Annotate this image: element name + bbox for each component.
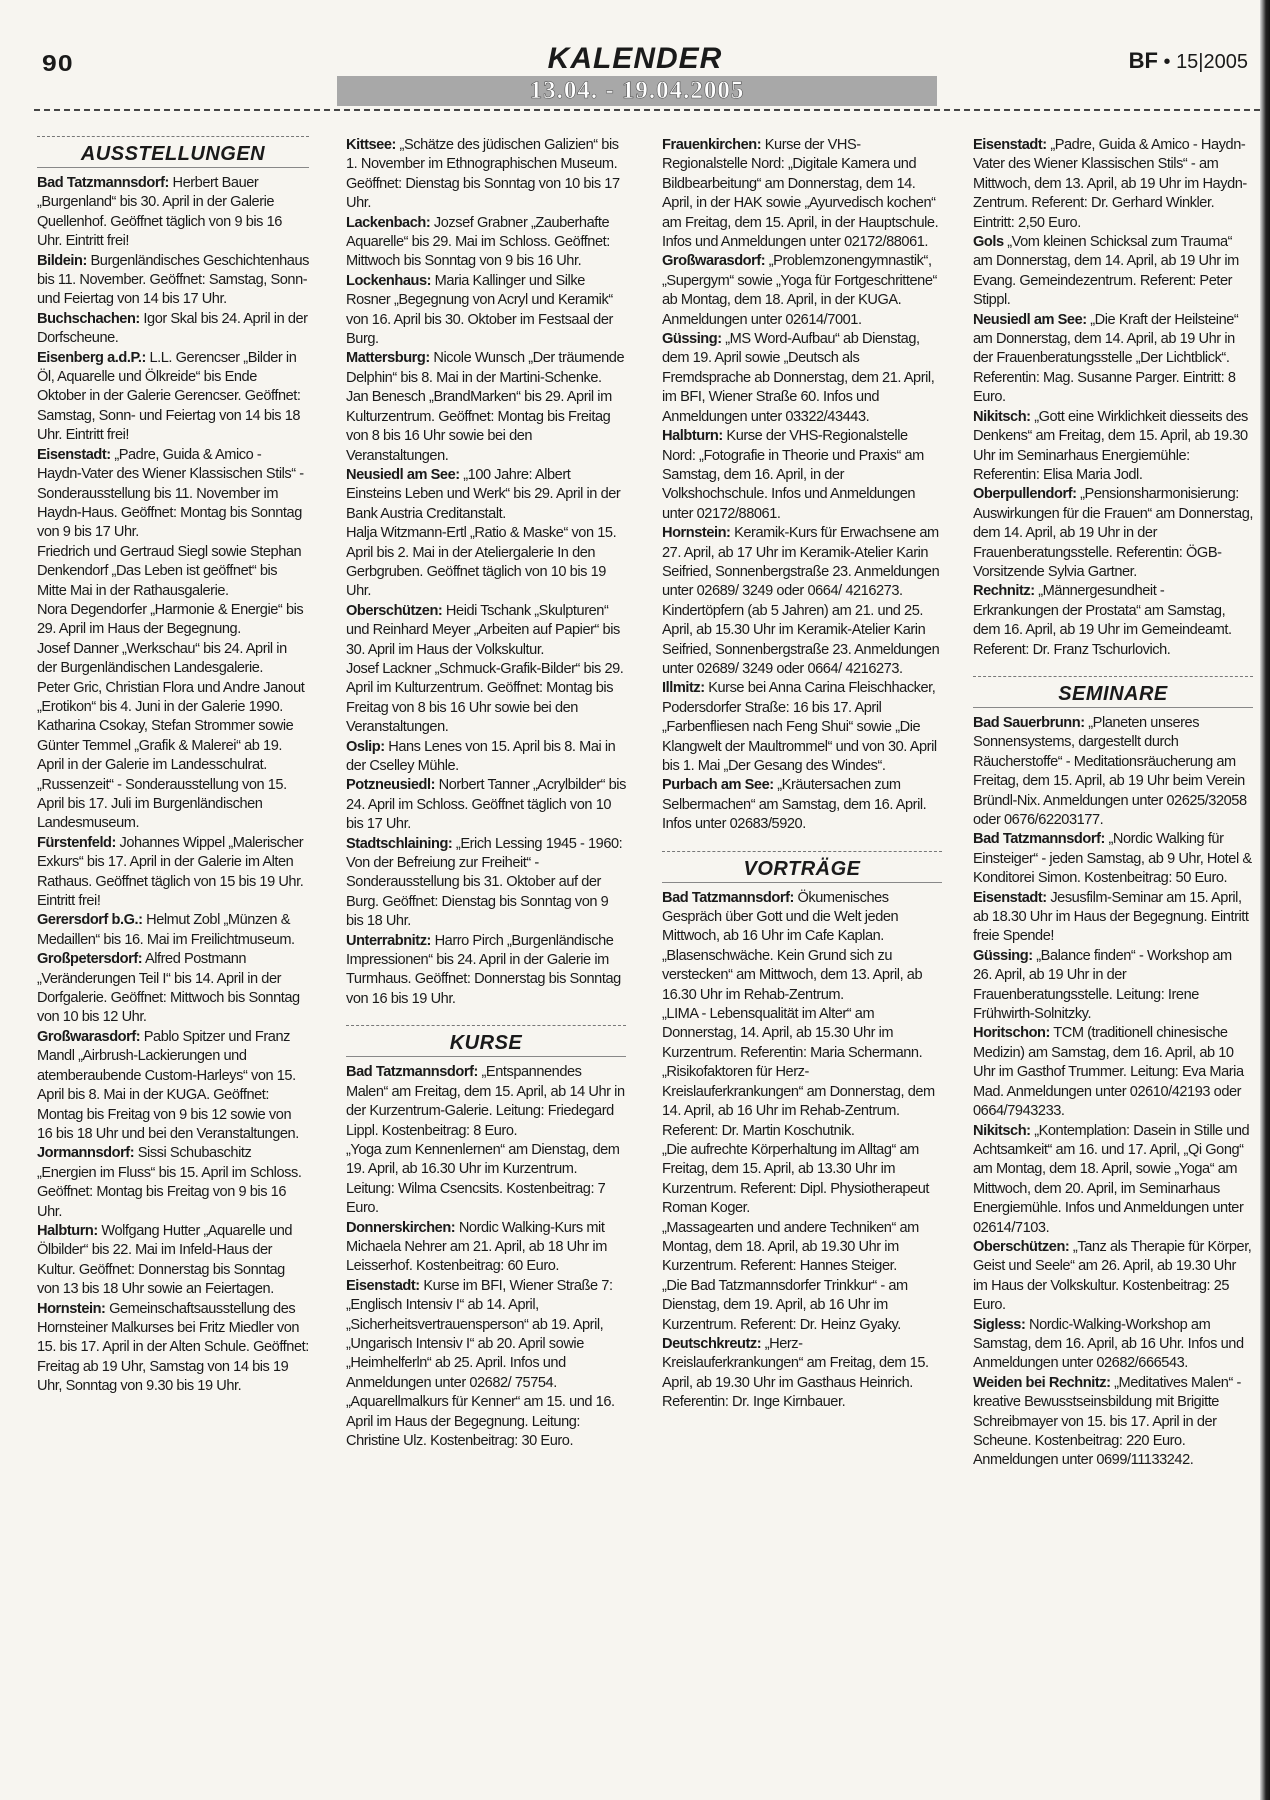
entry-place: Großpetersdorf: [37, 951, 143, 968]
calendar-entry [346, 776, 626, 834]
calendar-entry [973, 1024, 1253, 1121]
entry-place: Sigless: [973, 1316, 1026, 1333]
calendar-entry [346, 738, 626, 777]
entry-text: Hans Lenes von 15. April bis 8. Mai in der Cselley Mühle. [346, 738, 616, 774]
calendar-entry [346, 1141, 626, 1219]
calendar-entry [662, 427, 942, 524]
entry-place: Oslip: [346, 738, 385, 755]
entry-text: „100 Jahre: Albert Einsteins Leben und Werk“ bis 29. April in der Bank Austria Creditanstalt. [346, 466, 621, 522]
calendar-entry [37, 950, 309, 1028]
entry-place: Bad Tatzmannsdorf: [37, 175, 169, 191]
calendar-entry [37, 543, 309, 601]
entry-text: Jesusfilm-Seminar am 15. April, ab 18.30 Uhr im Haus der Begegnung. Eintritt freie Spende! [973, 889, 1249, 945]
calendar-entry [662, 947, 942, 1005]
entries-list [37, 174, 309, 1397]
entry-place: Bad Tatzmannsdorf: [973, 831, 1105, 848]
entry-text: „Padre, Guida & Amico - Haydn-Vater des Wiener Klassischen Stils“ - am Mittwoch, dem 13. April, ab 19 Uhr im Haydn-Zentrum. Referent: Dr. Gerhard Winkler. Eintritt: 2,50 Euro. [973, 137, 1247, 231]
entry-text: Josef Danner „Werkschau“ bis 24. April in der Burgenländischen Landesgalerie. [37, 640, 287, 677]
entry-text: „Padre, Guida & Amico - Haydn-Vater des Wiener Klassischen Stils“ - Sonderausstellung bis 11. November im Haydn-Haus. Geöffnet: Montag bis Sonntag von 9 bis 17 Uhr. [37, 446, 304, 541]
calendar-entry [973, 1374, 1253, 1471]
entry-place: Eisenberg a.d.P.: [37, 349, 146, 366]
entry-place: Großwarasdorf: [662, 253, 766, 270]
calendar-entry [37, 446, 309, 543]
entry-text: „Russenzeit“ - Sonderausstellung von 15. April bis 17. Juli im Burgenländischen Landesmuseum. [37, 776, 287, 832]
calendar-entry [346, 466, 626, 524]
entry-place: Oberschützen: [973, 1238, 1070, 1255]
header-divider [34, 109, 1260, 111]
column-2 [346, 136, 626, 1451]
entry-place: Neusiedl am See: [973, 311, 1087, 328]
entry-text: Maria Kallinger und Silke Rosner „Begegnung von Acryl und Keramik“ von 16. April bis 30. Oktober im Festsaal der Burg. [346, 272, 613, 348]
entry-text: „Entspannendes Malen“ am Freitag, dem 15. April, ab 14 Uhr in der Kurzentrum-Galerie. Leitung: Friedegard Lippl. Kostenbeitrag: 8 Euro. [346, 1064, 625, 1139]
entry-text: Johannes Wippel „Malerischer Exkurs“ bis 17. April in der Galerie im Alten Rathaus. Geöffnet täglich von 15 bis 19 Uhr. Eintritt frei! [37, 834, 304, 910]
entry-text: Nora Degendorfer „Harmonie & Energie“ bis 29. April im Haus der Begegnung. [37, 601, 304, 638]
entry-place: Mattersburg: [346, 350, 430, 367]
entry-text: „Problemzonengymnastik“, „Supergym“ sowie „Yoga für Fortgeschrittene“ ab Montag, dem 18. April, in der KUGA. Anmeldungen unter 02614/7001. [662, 253, 937, 328]
entry-text: Katharina Csokay, Stefan Strommer sowie Günter Temmel „Grafik & Malerei“ ab 19. April in der Galerie im Landesschulrat. [37, 718, 294, 774]
entries-list [346, 136, 626, 1009]
calendar-entry [973, 136, 1253, 233]
calendar-entry [37, 776, 309, 834]
entry-place: Eisenstadt: [973, 889, 1047, 906]
entry-text: Kindertöpfern (ab 5 Jahren) am 21. und 25. April, ab 15.30 Uhr im Keramik-Atelier Karin Seifried, Sonnenbergstraße 23. Anmeldungen unter 02689/ 3249 oder 0664/ 4216273. [662, 602, 940, 677]
entry-text: Friedrich und Gertraud Siegl sowie Stephan Denkendorf „Das Leben ist geöffnet“ bis Mitte Mai in der Rathausgalerie. [37, 543, 302, 599]
entry-place: Bad Sauerbrunn: [973, 714, 1085, 731]
column-1 [37, 136, 309, 1397]
entry-text: Josef Lackner „Schmuck-Grafik-Bilder“ bis 29. April im Kulturzentrum. Geöffnet: Montag bis Freitag von 8 bis 16 Uhr sowie bei den Veranstaltungen. [346, 660, 624, 736]
entry-place: Unterrabnitz: [346, 932, 431, 949]
calendar-entry [662, 252, 942, 330]
entry-text: „Die Kraft der Heilsteine“ am Donnerstag, dem 14. April, ab 19 Uhr in der Frauenberatungsstelle „Der Lichtblick“. Referentin: Mag. Susanne Parger. Eintritt: 8 Euro. [973, 311, 1239, 406]
brand-logo: BF [1128, 48, 1158, 73]
calendar-entry [973, 1316, 1253, 1374]
section-heading-kurse: KURSE [346, 1025, 626, 1057]
entry-text: Wolfgang Hutter „Aquarelle und Ölbilder“ bis 22. Mai im Infeld-Haus der Kultur. Geöffnet: Donnerstag bis Sonntag von 13 bis 18 Uhr sowie an Feiertagen. [37, 1222, 293, 1298]
entries-list [346, 1063, 626, 1451]
calendar-entry [346, 272, 626, 350]
entry-place: Bad Tatzmannsdorf: [662, 889, 794, 906]
calendar-entry [346, 1393, 626, 1451]
entry-text: Jan Benesch „BrandMarken“ bis 29. April im Kulturzentrum. Geöffnet: Montag bis Freitag von 8 bis 16 Uhr sowie bei den Veranstaltungen. [346, 389, 612, 464]
entry-text: Herbert Bauer „Burgenland“ bis 30. April in der Galerie Quellenhof. Geöffnet täglich von 9 bis 16 Uhr. Eintritt frei! [37, 175, 282, 250]
calendar-entry [973, 582, 1253, 660]
entry-place: Halbturn: [37, 1222, 98, 1239]
calendar-entry [37, 1222, 309, 1300]
entries-list [662, 889, 942, 1413]
entry-text: Peter Gric, Christian Flora und Andre Janout „Erotikon“ bis 4. Juni in der Galerie 1990. [37, 679, 305, 715]
entry-text: „Risikofaktoren für Herz-Kreislauferkrankungen“ am Donnerstag, dem 14. April, ab 16 Uhr im Rehab-Zentrum. Referent: Dr. Martin Koschutnik. [662, 1064, 935, 1139]
entry-place: Halbturn: [662, 428, 723, 445]
calendar-entry [662, 776, 942, 834]
calendar-entry [662, 1277, 942, 1335]
entry-place: Horitschon: [973, 1025, 1050, 1042]
calendar-entry [346, 214, 626, 272]
calendar-entry [37, 1028, 309, 1144]
calendar-entry [662, 1219, 942, 1277]
entry-place: Bildein: [37, 252, 87, 269]
entry-text: „Die Bad Tatzmannsdorfer Trinkkur“ - am Dienstag, dem 19. April, ab 16 Uhr im Kurzentrum. Referent: Dr. Heinz Gyaky. [662, 1277, 908, 1333]
entry-place: Nikitsch: [973, 1122, 1031, 1139]
entry-text: „Blasenschwäche. Kein Grund sich zu verstecken“ am Mittwoch, dem 13. April, ab 16.30 Uhr im Rehab-Zentrum. [662, 947, 923, 1003]
entry-place: Güssing: [973, 947, 1033, 964]
entry-text: Nordic-Walking-Workshop am Samstag, dem 16. April, ab 16 Uhr. Infos und Anmeldungen unter 02682/666543. [973, 1316, 1244, 1372]
entry-text: Keramik-Kurs für Erwachsene am 27. April, ab 17 Uhr im Keramik-Atelier Karin Seifried, Sonnenbergstraße 23. Anmeldungen unter 02689/ 3249 oder 0664/ 4216273. [662, 525, 940, 600]
calendar-entry [662, 1005, 942, 1063]
entry-text: „Tanz als Therapie für Körper, Geist und Seele“ am 26. April, ab 19.30 Uhr im Haus der Volkskultur. Kostenbeitrag: 25 Euro. [973, 1238, 1252, 1314]
entry-text: „Planeten unseres Sonnensystems, dargestellt durch Räucherstoffe“ - Meditationsräucherung am Freitag, dem 15. April, ab 19 Uhr beim Verein Bründl-Nix. Anmeldungen unter 02625/32058 oder 0676/62203177. [973, 714, 1247, 828]
entry-text: Alfred Postmann „Veränderungen Teil I“ bis 14. April in der Dorfgalerie. Geöffnet: Mittwoch bis Sonntag von 10 bis 12 Uhr. [37, 951, 300, 1026]
entry-text: Helmut Zobl „Münzen & Medaillen“ bis 16. Mai im Freilichtmuseum. [37, 912, 295, 948]
calendar-entry [37, 911, 309, 950]
entry-text: „Meditatives Malen“ - kreative Bewusstseinsbildung mit Brigitte Schreibmayer von 15. bis 17. April in der Scheune. Kostenbeitrag: 220 Euro. Anmeldungen unter 0699/11133242. [973, 1374, 1241, 1469]
entry-text: Halja Witzmann-Ertl „Ratio & Maske“ von 15. April bis 2. Mai in der Ateliergalerie In den Gerbgruben. Geöffnet täglich von 10 bis 19 Uhr. [346, 525, 617, 600]
calendar-entry [346, 1063, 626, 1141]
calendar-entry [346, 1277, 626, 1393]
entry-text: Jozsef Grabner „Zauberhafte Aquarelle“ bis 29. Mai im Schloss. Geöffnet: Mittwoch bis Sonntag von 9 bis 16 Uhr. [346, 214, 610, 270]
entry-place: Potzneusiedl: [346, 777, 436, 794]
entry-place: Buchschachen: [37, 310, 140, 327]
entry-place: Fürstenfeld: [37, 834, 116, 851]
calendar-entry [973, 830, 1253, 888]
entry-place: Eisenstadt: [346, 1277, 420, 1294]
calendar-entry [346, 136, 626, 214]
entry-text: „Nordic Walking für Einsteiger“ - jeden Samstag, ab 9 Uhr, Hotel & Konditorei Simon. Kostenbeitrag: 50 Euro. [973, 831, 1252, 887]
calendar-entry [662, 524, 942, 602]
entry-place: Frauenkirchen: [662, 137, 762, 153]
entry-text: „MS Word-Aufbau“ ab Dienstag, dem 19. April sowie „Deutsch als Fremdsprache ab Donnerstag, dem 21. April, im BFI, Wiener Straße 60. Infos und Anmeldungen unter 03322/43443. [662, 331, 935, 425]
entry-text: „Vom kleinen Schicksal zum Trauma“ am Donnerstag, dem 14. April, ab 19 Uhr im Evang. Gemeindezentrum. Referent: Peter Stippl. [973, 234, 1239, 309]
calendar-entry [37, 640, 309, 679]
entry-place: Illmitz: [662, 680, 705, 697]
calendar-entry [346, 349, 626, 388]
entry-text: „Massagearten und andere Techniken“ am Montag, dem 18. April, ab 19.30 Uhr im Kurzentrum. Referent: Hannes Steiger. [662, 1219, 919, 1275]
entry-text: Igor Skal bis 24. April in der Dorfscheune. [37, 310, 308, 347]
calendar-entry [662, 1335, 942, 1413]
calendar-entry [662, 889, 942, 947]
calendar-entry [973, 947, 1253, 1025]
entry-place: Hornstein: [37, 1300, 106, 1317]
entry-place: Nikitsch: [973, 408, 1031, 425]
entry-text: „LIMA - Lebensqualität im Alter“ am Donnerstag, 14. April, ab 15.30 Uhr im Kurzentrum. Referentin: Maria Schermann. [662, 1006, 923, 1061]
entries-list [973, 136, 1253, 660]
column-4 [973, 136, 1253, 1471]
section-heading-seminare: SEMINARE [973, 676, 1253, 708]
entry-text: Kurse der VHS-Regionalstelle Nord: „Digitale Kamera und Bildbearbeitung“ am Donnerstag, dem 14. April, in der HAK sowie „Ayurvedisch kochen“ am Freitag, dem 15. April, in der Hauptschule. Infos und Anmeldungen unter 02172/88061. [662, 137, 939, 251]
entry-place: Jormannsdorf: [37, 1145, 135, 1162]
entry-text: Kurse im BFI, Wiener Straße 7: „Englisch Intensiv I“ ab 14. April, „Sicherheitsvertrauensperson“ ab 19. April, „Ungarisch Intensiv I“ ab 20. April sowie „Heimhelferln“ ab 25. April. Infos und Anmeldungen unter 02682/ 75754. [346, 1277, 613, 1391]
entry-text: „Pensionsharmonisierung: Auswirkungen für die Frauen“ am Donnerstag, dem 14. April, ab 19 Uhr in der Frauenberatungsstelle. Referentin: ÖGB-Vorsitzende Sylvia Gartner. [973, 486, 1253, 580]
calendar-entry [973, 233, 1253, 311]
entry-place: Deutschkreutz: [662, 1335, 762, 1352]
calendar-entry [973, 1122, 1253, 1238]
calendar-entry [37, 601, 309, 640]
calendar-entry [37, 1144, 309, 1222]
page-number: 90 [42, 50, 74, 76]
entry-text: „Kontemplation: Dasein in Stille und Achtsamkeit“ am 16. und 17. April, „Qi Gong“ am Montag, dem 18. April, sowie „Yoga“ am Mittwoch, dem 20. April, im Seminarhaus Energiemühle. Infos und Anmeldungen unter 02614/7103. [973, 1122, 1250, 1236]
entry-text: Pablo Spitzer und Franz Mandl „Airbrush-Lackierungen und atemberaubende Custom-Harleys“ von 15. April bis 8. Mai in der KUGA. Geöffnet: Montag bis Freitag von 9 bis 12 sowie von 16 bis 18 Uhr und bei den Veranstaltungen. [37, 1028, 299, 1142]
calendar-entry [662, 136, 942, 252]
entry-place: Rechnitz: [973, 583, 1035, 600]
entry-text: Nordic Walking-Kurs mit Michaela Nehrer am 21. April, ab 18 Uhr im Leisserhof. Kostenbeitrag: 60 Euro. [346, 1219, 607, 1275]
calendar-entry [973, 889, 1253, 947]
calendar-entry [346, 388, 626, 466]
calendar-entry [973, 311, 1253, 408]
entry-place: Lackenbach: [346, 214, 431, 231]
entry-text: „Gott eine Wirklichkeit diesseits des Denkens“ am Freitag, dem 15. April, ab 19.30 Uhr im Seminarhaus Energiemühle: Referentin: Elisa Maria Jodl. [973, 408, 1248, 483]
entry-place: Güssing: [662, 331, 722, 348]
calendar-entry [37, 1300, 309, 1397]
entries-list [662, 136, 942, 835]
entry-text: Nicole Wunsch „Der träumende Delphin“ bis 8. Mai in der Martini-Schenke. [346, 350, 625, 386]
entry-text: „Die aufrechte Körperhaltung im Alltag“ am Freitag, dem 15. April, ab 13.30 Uhr im Kurzentrum. Referent: Dipl. Physiotherapeut Roman Koger. [662, 1141, 929, 1217]
calendar-entry [346, 932, 626, 1010]
entry-text: Norbert Tanner „Acrylbilder“ bis 24. April im Schloss. Geöffnet täglich von 10 bis 17 Uhr. [346, 777, 626, 833]
bullet-separator: • [1163, 51, 1171, 73]
entry-place: Weiden bei Rechnitz: [973, 1374, 1111, 1391]
date-range-banner: 13.04. - 19.04.2005 [337, 76, 937, 106]
entry-place: Donnerskirchen: [346, 1219, 456, 1236]
entry-text: L.L. Gerencser „Bilder in Öl, Aquarelle und Ölkreide“ bis Ende Oktober in der Galerie Gerencser. Geöffnet: Samstag, Sonn- und Feiertag von 14 bis 18 Uhr. Eintritt frei! [37, 349, 301, 444]
calendar-entry [37, 834, 309, 912]
entry-text: Kurse der VHS-Regionalstelle Nord: „Fotografie in Theorie und Praxis“ am Samstag, dem 16. April, in der Volkshochschule. Infos und Anmeldungen unter 02172/88061. [662, 428, 924, 522]
entry-place: Stadtschlaining: [346, 835, 453, 852]
entry-place: Neusiedl am See: [346, 466, 460, 483]
calendar-entry [662, 602, 942, 680]
page-edge-shadow [1260, 0, 1270, 1800]
entry-place: Gerersdorf b.G.: [37, 912, 143, 929]
calendar-entry [37, 349, 309, 446]
issue-number: 15|2005 [1176, 51, 1248, 73]
calendar-entry [346, 1219, 626, 1277]
entry-text: „Balance finden“ - Workshop am 26. April, ab 19 Uhr in der Frauenberatungsstelle. Leitung: Irene Frühwirth-Solnitzky. [973, 947, 1232, 1023]
entry-text: „Kräutersachen zum Selbermachen“ am Samstag, dem 16. April. Infos unter 02683/5920. [662, 777, 927, 833]
entry-place: Oberschützen: [346, 602, 443, 619]
calendar-entry [662, 1141, 942, 1219]
page-title: KALENDER [547, 42, 723, 75]
calendar-entry [37, 174, 309, 252]
calendar-entry [973, 1238, 1253, 1316]
calendar-entry [37, 679, 309, 718]
entry-text: Sissi Schubaschitz „Energien im Fluss“ bis 15. April im Schloss. Geöffnet: Montag bis Freitag von 9 bis 16 Uhr. [37, 1145, 302, 1220]
calendar-entry [346, 602, 626, 660]
entry-place: Hornstein: [662, 525, 731, 542]
calendar-entry [37, 310, 309, 349]
column-3 [662, 136, 942, 1413]
entry-text: „Männergesundheit - Erkrankungen der Prostata“ am Samstag, dem 16. April, ab 19 Uhr im Gemeindeamt. Referent: Dr. Franz Tschurlovich. [973, 583, 1232, 658]
calendar-entry [37, 717, 309, 775]
entry-place: Gols [973, 234, 1004, 251]
calendar-entry [346, 524, 626, 602]
entry-text: TCM (traditionell chinesische Medizin) am Samstag, dem 16. April, ab 10 Uhr im Gasthof Trummer. Leitung: Eva Maria Mad. Anmeldungen unter 02610/42193 oder 0664/7943233. [973, 1025, 1244, 1120]
calendar-entry [662, 679, 942, 776]
entry-place: Eisenstadt: [37, 446, 111, 463]
entry-text: „Erich Lessing 1945 - 1960: Von der Befreiung zur Freiheit“ - Sonderausstellung bis 31. Oktober auf der Burg. Geöffnet: Dienstag bis Sonntag von 9 bis 18 Uhr. [346, 835, 623, 930]
calendar-entry [973, 408, 1253, 486]
entry-text: Burgenländisches Geschichtenhaus bis 11. November. Geöffnet: Samstag, Sonn- und Feiertag von 14 bis 17 Uhr. [37, 252, 309, 308]
entry-text: „Schätze des jüdischen Galizien“ bis 1. November im Ethnographischen Museum. Geöffnet: Dienstag bis Sonntag von 10 bis 17 Uhr. [346, 137, 620, 212]
entry-text: Gemeinschaftsausstellung des Hornsteiner Malkurses bei Fritz Miedler von 15. bis 17. April in der Alten Schule. Geöffnet: Freitag ab 19 Uhr, Samstag von 14 bis 19 Uhr, Sonntag von 9.30 bis 19 Uhr. [37, 1300, 309, 1395]
entry-text: „Aquarellmalkurs für Kenner“ am 15. und 16. April im Haus der Begegnung. Leitung: Christine Ulz. Kostenbeitrag: 30 Euro. [346, 1394, 615, 1449]
calendar-entry [662, 330, 942, 427]
entry-place: Lockenhaus: [346, 272, 432, 289]
entry-place: Kittsee: [346, 137, 396, 153]
calendar-entry [37, 252, 309, 310]
section-heading-ausstellungen: AUSSTELLUNGEN [37, 136, 309, 168]
entry-place: Purbach am See: [662, 777, 774, 794]
entry-place: Oberpullendorf: [973, 486, 1077, 503]
calendar-entry [973, 714, 1253, 830]
entry-text: Ökumenisches Gespräch über Gott und die Welt jeden Mittwoch, ab 16 Uhr im Cafe Kaplan. [662, 889, 899, 945]
calendar-entry [346, 835, 626, 932]
calendar-entry [346, 660, 626, 738]
entry-text: Harro Pirch „Burgenländische Impressionen“ bis 24. April in der Galerie im Turmhaus. Geöffnet: Donnerstag bis Sonntag von 16 bis 19 Uhr. [346, 932, 621, 1007]
entry-text: Kurse bei Anna Carina Fleischhacker, Podersdorfer Straße: 16 bis 17. April „Farbenfliesen nach Feng Shui“ sowie „Die Klangwelt der Maultrommel“ und von 30. April bis 1. Mai „Der Gesang des Windes“. [662, 680, 937, 774]
section-heading-vortraege: VORTRÄGE [662, 851, 942, 883]
issue-info [1129, 48, 1248, 74]
entry-place: Bad Tatzmannsdorf: [346, 1064, 478, 1081]
entry-text: „Herz-Kreislauferkrankungen“ am Freitag, dem 15. April, ab 19.30 Uhr im Gasthaus Heinrich. Referentin: Dr. Inge Kirnbauer. [662, 1335, 929, 1411]
entry-text: Heidi Tschank „Skulpturen“ und Reinhard Meyer „Arbeiten auf Papier“ bis 30. April im Haus der Volkskultur. [346, 602, 620, 658]
entry-text: „Yoga zum Kennenlernen“ am Dienstag, dem 19. April, ab 16.30 Uhr im Kurzentrum. Leitung: Wilma Csencsits. Kostenbeitrag: 7 Euro. [346, 1141, 620, 1217]
entries-list [973, 714, 1253, 1471]
entry-place: Eisenstadt: [973, 137, 1047, 153]
calendar-entry [973, 485, 1253, 582]
calendar-entry [662, 1063, 942, 1141]
entry-place: Großwarasdorf: [37, 1028, 141, 1045]
